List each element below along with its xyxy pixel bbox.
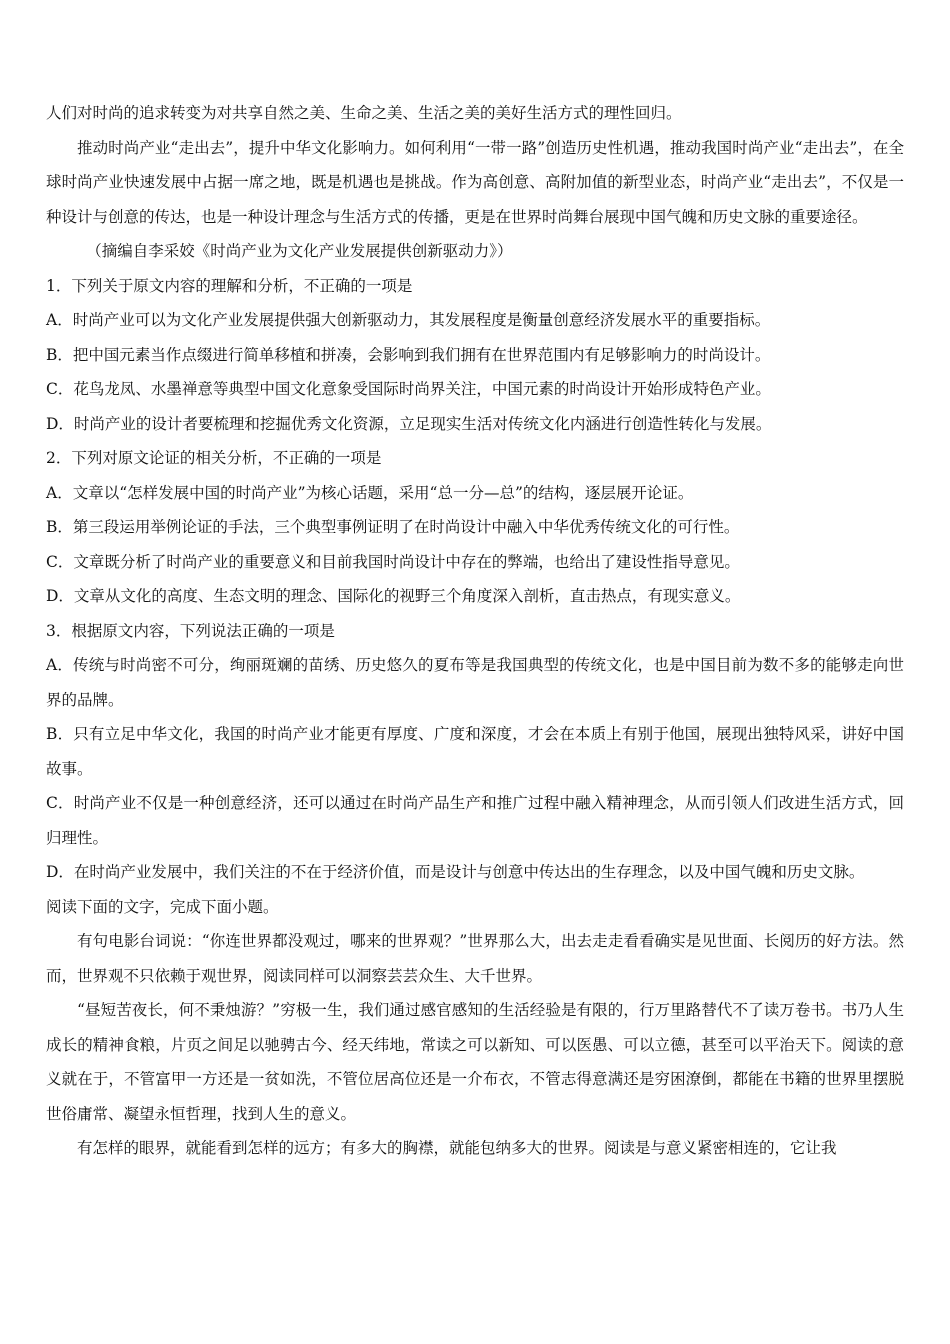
question-2-option-a: A．文章以“怎样发展中国的时尚产业”为核心话题，采用“总一分—总”的结构，逐层展开论证。 (46, 483, 694, 502)
question-2-stem: 2．下列对原文论证的相关分析，不正确的一项是 (46, 449, 382, 467)
question-2-option-c: C．文章既分析了时尚产业的重要意义和目前我国时尚设计中存在的弊端，也给出了建设性指导意见。 (46, 552, 740, 571)
question-1-option-b: B．把中国元素当作点缀进行简单移植和拼凑，会影响到我们拥有在世界范围内有足够影响力的时尚设计。 (46, 345, 771, 364)
question-1-option-a: A．时尚产业可以为文化产业发展提供强大创新驱动力，其发展程度是衡量创意经济发展水平的重要指标。 (46, 311, 771, 329)
reading-paragraph-1: 有句电影台词说：“你连世界都没观过，哪来的世界观？”世界那么大，出去走走看看确实是见世面、长阅历的好方法。然而，世界观不只依赖于观世界，阅读同样可以洞察芸芸众生、大千世界。 (46, 932, 904, 985)
passage-continuation: 人们对时尚的追求转变为对共享自然之美、生命之美、生活之美的美好生活方式的理性回归。 (46, 104, 682, 122)
passage-source: （摘编自李采姣《时尚产业为文化产业发展提供创新驱动力》） (86, 242, 513, 260)
question-2-option-d: D．文章从文化的高度、生态文明的理念、国际化的视野三个角度深入剖析，直击热点，有现实意义。 (46, 587, 741, 605)
reading-paragraph-3: 有怎样的眼界，就能看到怎样的远方；有多大的胸襟，就能包纳多大的世界。阅读是与意义紧密相连的，它让我 (77, 1139, 837, 1157)
question-1-option-c: C．花鸟龙凤、水墨禅意等典型中国文化意象受国际时尚界关注，中国元素的时尚设计开始形成特色产业。 (46, 380, 771, 398)
reading-paragraph-2: “昼短苦夜长，何不秉烛游？”穷极一生，我们通过感官感知的生活经验是有限的，行万里路替代不了读万卷书。书乃人生成长的精神食粮，片页之间足以驰骋古今、经天纬地，常读之可以新知、可以医愚、可以立德，甚至可以平治天下。阅读的意义就在于，不管富甲一方还是一贫如洗，不管位居高位还是一介布衣，不管志得意满还是穷困潦倒，都能在书籍的世界里摆脱世俗庸常、凝望永恒哲理，找到人生的意义。 (46, 1001, 904, 1123)
question-3-stem: 3．根据原文内容，下列说法正确的一项是 (46, 621, 335, 640)
reading-instruction: 阅读下面的文字，完成下面小题。 (46, 897, 279, 916)
question-3-option-c: C．时尚产业不仅是一种创意经济，还可以通过在时尚产品生产和推广过程中融入精神理念，从而引领人们改进生活方式，回归理性。 (46, 794, 904, 847)
question-1-stem: 1．下列关于原文内容的理解和分析，不正确的一项是 (46, 276, 413, 295)
question-3-option-a: A．传统与时尚密不可分，绚丽斑斓的苗绣、历史悠久的夏布等是我国典型的传统文化，也是中国目前为数不多的能够走向世界的品牌。 (46, 656, 904, 709)
question-3-option-b: B．只有立足中华文化，我国的时尚产业才能更有厚度、广度和深度，才会在本质上有别于他国，展现出独特风采，讲好中国故事。 (46, 725, 904, 778)
passage-paragraph: 推动时尚产业“走出去”，提升中华文化影响力。如何利用“一带一路”创造历史性机遇，推动我国时尚产业“走出去”，在全球时尚产业快速发展中占据一席之地，既是机遇也是挑战。作为高创意、高附加值的新型业态，时尚产业“走出去”，不仅是一种设计与创意的传达，也是一种设计理念与生活方式的传播，更是在世界时尚舞台展现中国气魄和历史文脉的重要途径。 (46, 138, 904, 226)
question-2-option-b: B．第三段运用举例论证的手法，三个典型事例证明了在时尚设计中融入中华优秀传统文化的可行性。 (46, 518, 740, 536)
question-3-option-d: D．在时尚产业发展中，我们关注的不在于经济价值，而是设计与创意中传达出的生存理念，以及中国气魄和历史文脉。 (46, 863, 865, 881)
question-1-option-d: D．时尚产业的设计者要梳理和挖掘优秀文化资源，立足现实生活对传统文化内涵进行创造性转化与发展。 (46, 414, 772, 433)
